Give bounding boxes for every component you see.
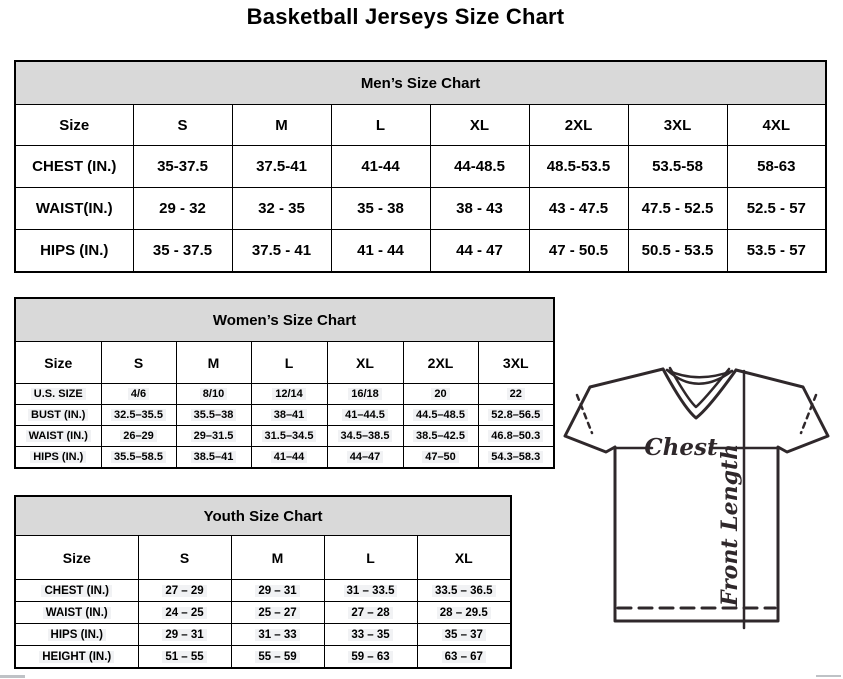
value-cell: 59 – 63 [324, 646, 417, 669]
value-cell: 35.5–38 [176, 405, 251, 426]
row-label: HIPS (IN.) [15, 447, 101, 469]
value-cell: 54.3–58.3 [478, 447, 554, 469]
value-cell: 12/14 [251, 384, 327, 405]
value-cell: 48.5-53.5 [529, 146, 628, 188]
size-cell: L [324, 536, 417, 580]
row-label: CHEST (IN.) [15, 580, 138, 602]
row-label: Size [15, 536, 138, 580]
value-cell: 52.8–56.5 [478, 405, 554, 426]
value-cell: 44–47 [327, 447, 403, 469]
row-label: HEIGHT (IN.) [15, 646, 138, 669]
value-cell: 53.5 - 57 [727, 230, 826, 273]
value-cell: 16/18 [327, 384, 403, 405]
horizontal-scrollbar-fragment[interactable] [816, 675, 841, 677]
value-cell: 28 – 29.5 [417, 602, 511, 624]
value-cell: 20 [403, 384, 478, 405]
jersey-measurement-diagram [556, 360, 840, 665]
value-cell: 51 – 55 [138, 646, 231, 669]
value-cell: 50.5 - 53.5 [628, 230, 727, 273]
size-cell: M [232, 105, 331, 146]
value-cell: 47 - 50.5 [529, 230, 628, 273]
row-label: BUST (IN.) [15, 405, 101, 426]
size-cell: 4XL [727, 105, 826, 146]
value-cell: 47.5 - 52.5 [628, 188, 727, 230]
value-cell: 46.8–50.3 [478, 426, 554, 447]
size-cell: M [231, 536, 324, 580]
value-cell: 37.5 - 41 [232, 230, 331, 273]
size-cell: S [138, 536, 231, 580]
value-cell: 29 – 31 [138, 624, 231, 646]
value-cell: 35 - 37.5 [133, 230, 232, 273]
value-cell: 53.5-58 [628, 146, 727, 188]
womens-size-chart-table [14, 297, 555, 469]
chest-label: Chest [644, 434, 718, 461]
value-cell: 29–31.5 [176, 426, 251, 447]
row-label: WAIST(IN.) [15, 188, 133, 230]
value-cell: 27 – 28 [324, 602, 417, 624]
value-cell: 52.5 - 57 [727, 188, 826, 230]
value-cell: 26–29 [101, 426, 176, 447]
value-cell: 41-44 [331, 146, 430, 188]
size-cell: 2XL [403, 342, 478, 384]
womens-table-header: Women’s Size Chart [15, 298, 554, 342]
value-cell: 38.5–42.5 [403, 426, 478, 447]
value-cell: 55 – 59 [231, 646, 324, 669]
page-title: Basketball Jerseys Size Chart [246, 4, 565, 29]
size-cell: L [251, 342, 327, 384]
value-cell: 38–41 [251, 405, 327, 426]
row-label: WAIST (IN.) [15, 426, 101, 447]
row-label: HIPS (IN.) [15, 230, 133, 273]
size-cell: 3XL [628, 105, 727, 146]
value-cell: 35-37.5 [133, 146, 232, 188]
value-cell: 33.5 – 36.5 [417, 580, 511, 602]
row-label: U.S. SIZE [15, 384, 101, 405]
value-cell: 41–44 [251, 447, 327, 469]
value-cell: 47–50 [403, 447, 478, 469]
value-cell: 41–44.5 [327, 405, 403, 426]
mens-size-chart-table [14, 60, 827, 273]
value-cell: 33 – 35 [324, 624, 417, 646]
value-cell: 38.5–41 [176, 447, 251, 469]
value-cell: 35 – 37 [417, 624, 511, 646]
value-cell: 27 – 29 [138, 580, 231, 602]
value-cell: 44 - 47 [430, 230, 529, 273]
size-cell: L [331, 105, 430, 146]
row-label: WAIST (IN.) [15, 602, 138, 624]
row-label: Size [15, 342, 101, 384]
horizontal-scrollbar-fragment[interactable] [0, 675, 25, 678]
row-label: CHEST (IN.) [15, 146, 133, 188]
value-cell: 25 – 27 [231, 602, 324, 624]
size-cell: S [101, 342, 176, 384]
front-length-label: Front Length [717, 443, 743, 607]
value-cell: 44.5–48.5 [403, 405, 478, 426]
size-cell: M [176, 342, 251, 384]
value-cell: 35 - 38 [331, 188, 430, 230]
size-cell: XL [417, 536, 511, 580]
value-cell: 31 – 33 [231, 624, 324, 646]
value-cell: 8/10 [176, 384, 251, 405]
value-cell: 4/6 [101, 384, 176, 405]
value-cell: 35.5–58.5 [101, 447, 176, 469]
value-cell: 58-63 [727, 146, 826, 188]
size-cell: 2XL [529, 105, 628, 146]
mens-table-header: Men’s Size Chart [15, 61, 826, 105]
value-cell: 44-48.5 [430, 146, 529, 188]
value-cell: 43 - 47.5 [529, 188, 628, 230]
size-cell: XL [430, 105, 529, 146]
value-cell: 63 – 67 [417, 646, 511, 669]
value-cell: 41 - 44 [331, 230, 430, 273]
value-cell: 32.5–35.5 [101, 405, 176, 426]
value-cell: 38 - 43 [430, 188, 529, 230]
size-cell: 3XL [478, 342, 554, 384]
row-label: HIPS (IN.) [15, 624, 138, 646]
youth-table-header: Youth Size Chart [15, 496, 511, 536]
size-cell: XL [327, 342, 403, 384]
value-cell: 29 – 31 [231, 580, 324, 602]
value-cell: 31 – 33.5 [324, 580, 417, 602]
value-cell: 37.5-41 [232, 146, 331, 188]
row-label: Size [15, 105, 133, 146]
value-cell: 34.5–38.5 [327, 426, 403, 447]
value-cell: 29 - 32 [133, 188, 232, 230]
size-cell: S [133, 105, 232, 146]
value-cell: 32 - 35 [232, 188, 331, 230]
value-cell: 22 [478, 384, 554, 405]
value-cell: 24 – 25 [138, 602, 231, 624]
youth-size-chart-table [14, 495, 512, 669]
value-cell: 31.5–34.5 [251, 426, 327, 447]
